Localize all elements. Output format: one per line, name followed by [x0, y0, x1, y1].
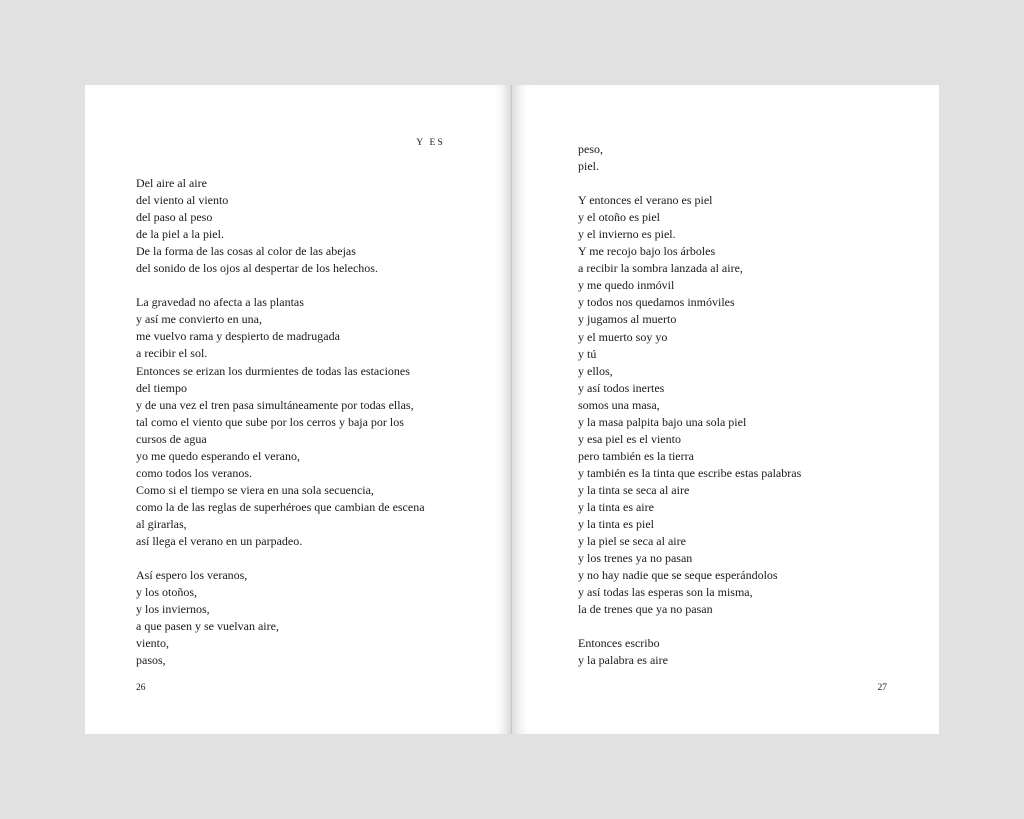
poem-line: del tiempo: [136, 380, 187, 395]
poem-line: y la piel se seca al aire: [578, 534, 686, 549]
poem-line: y así todos inertes: [578, 380, 665, 395]
poem-line: y me quedo inmóvil: [578, 278, 675, 293]
book-spread: [85, 85, 939, 734]
poem-line: Entonces escribo: [578, 636, 660, 651]
poem-line: yo me quedo esperando el verano,: [136, 448, 300, 463]
page-number-left: 26: [136, 683, 146, 693]
poem-line: como la de las reglas de superhéroes que cambian de escena: [136, 499, 425, 514]
poem-line: y el otoño es piel: [578, 210, 660, 225]
poem-line: y la masa palpita bajo una sola piel: [578, 414, 747, 429]
poem-line: del viento al viento: [136, 193, 229, 208]
poem-line: como todos los veranos.: [136, 465, 252, 480]
poem-line: y la palabra es aire: [578, 653, 668, 668]
right-page: [512, 85, 939, 734]
poem-line: De la forma de las cosas al color de las abejas: [136, 244, 356, 259]
poem-line: Así espero los veranos,: [136, 568, 248, 583]
poem-line: Entonces se erizan los durmientes de todas las estaciones: [136, 363, 410, 378]
poem-line: y la tinta es aire: [578, 499, 654, 514]
poem-line: pasos,: [136, 653, 166, 668]
poem-line: y el invierno es piel.: [578, 227, 676, 242]
poem-line: de la piel a la piel.: [136, 227, 224, 242]
page-number-right: 27: [877, 683, 887, 693]
poem-line: y no hay nadie que se seque esperándolos: [578, 568, 778, 583]
poem-line: y así todas las esperas son la misma,: [578, 585, 753, 600]
poem-line: la de trenes que ya no pasan: [578, 602, 713, 617]
poem-line: y todos nos quedamos inmóviles: [578, 295, 735, 310]
poem-line: y los otoños,: [136, 585, 198, 600]
poem-line: La gravedad no afecta a las plantas: [136, 295, 304, 310]
right-page-text: [578, 141, 801, 669]
poem-line: Y me recojo bajo los árboles: [578, 244, 716, 259]
poem-line: piel.: [578, 159, 599, 174]
running-head: Y ES: [416, 138, 445, 148]
poem-line: y esa piel es el viento: [578, 431, 681, 446]
poem-line: somos una masa,: [578, 397, 660, 412]
poem-line: cursos de agua: [136, 431, 207, 446]
poem-line: y de una vez el tren pasa simultáneamente por todas ellas,: [136, 397, 414, 412]
poem-line: pero también es la tierra: [578, 448, 694, 463]
poem-line: y el muerto soy yo: [578, 329, 668, 344]
poem-line: Del aire al aire: [136, 176, 207, 190]
poem-line: del paso al peso: [136, 210, 213, 225]
poem-line: al girarlas,: [136, 516, 187, 531]
poem-line: me vuelvo rama y despierto de madrugada: [136, 329, 340, 344]
poem-line: así llega el verano en un parpadeo.: [136, 533, 303, 548]
poem-line: y los trenes ya no pasan: [578, 551, 693, 566]
stanza-break: [578, 175, 801, 192]
poem-line: a recibir la sombra lanzada al aire,: [578, 261, 743, 276]
left-page: [85, 85, 512, 734]
poem-line: y tú: [578, 346, 597, 361]
poem-line: Como si el tiempo se viera en una sola secuencia,: [136, 482, 374, 497]
stanza-break: [136, 277, 425, 294]
poem-line: y ellos,: [578, 363, 613, 378]
poem-line: y la tinta se seca al aire: [578, 482, 690, 497]
poem-line: y también es la tinta que escribe estas palabras: [578, 465, 802, 480]
poem-line: del sonido de los ojos al despertar de los helechos.: [136, 261, 378, 276]
poem-line: a recibir el sol.: [136, 346, 208, 361]
poem-line: peso,: [578, 142, 603, 156]
poem-line: y los inviernos,: [136, 602, 210, 617]
stanza-break: [578, 618, 801, 635]
poem-line: a que pasen y se vuelvan aire,: [136, 619, 279, 634]
poem-line: y así me convierto en una,: [136, 312, 262, 327]
left-page-text: [136, 175, 425, 669]
poem-line: tal como el viento que sube por los cerros y baja por los: [136, 414, 404, 429]
poem-line: viento,: [136, 636, 169, 651]
book-gutter: [511, 85, 512, 734]
stanza-break: [136, 550, 425, 567]
poem-line: y la tinta es piel: [578, 517, 654, 532]
poem-line: y jugamos al muerto: [578, 312, 677, 327]
poem-line: Y entonces el verano es piel: [578, 193, 713, 208]
